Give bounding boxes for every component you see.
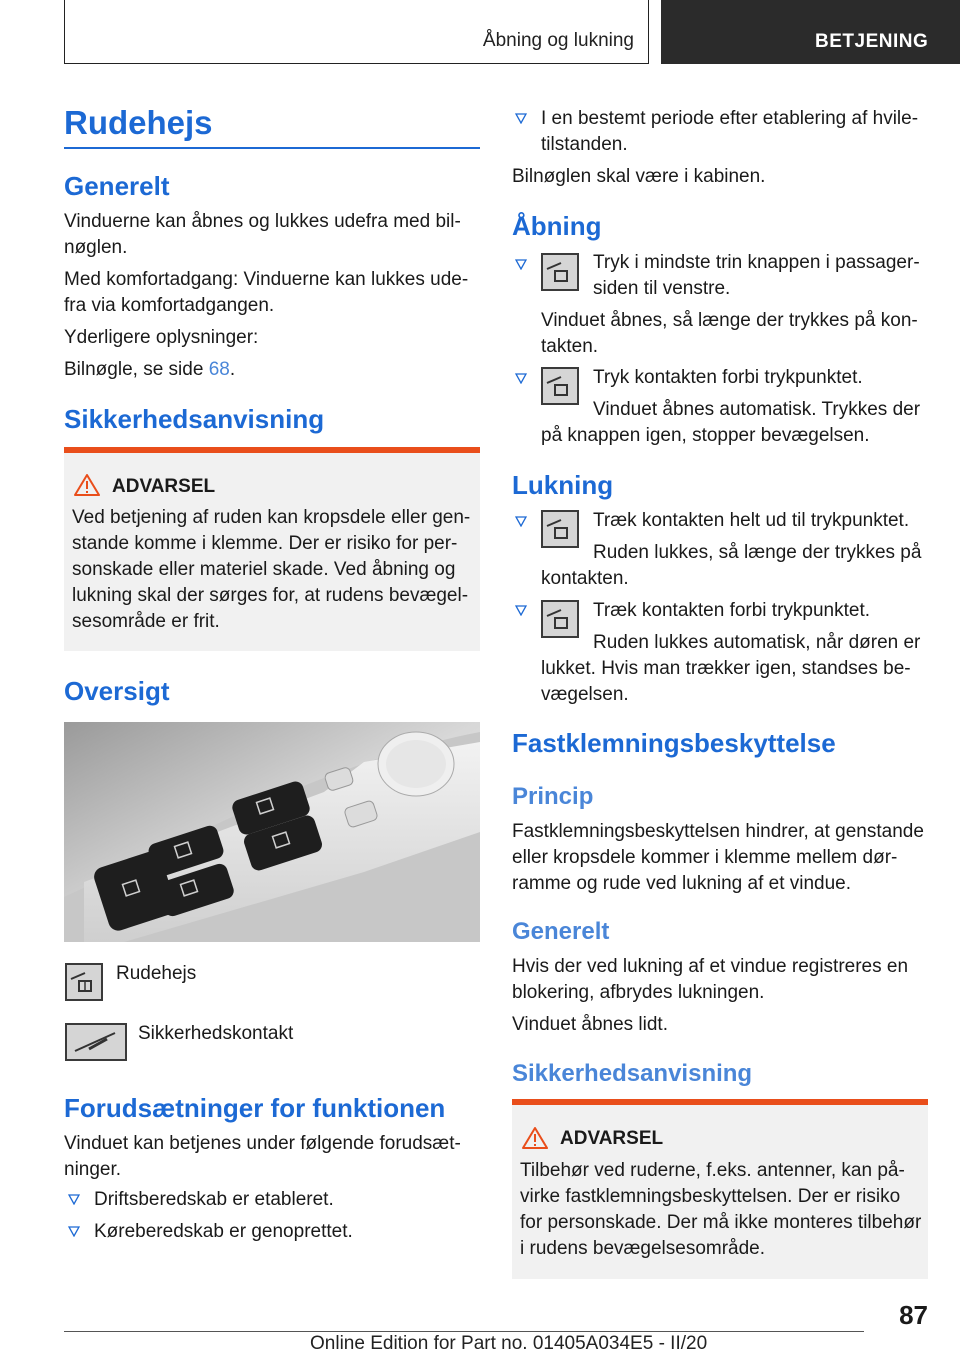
heading-lukning: Lukning (512, 470, 614, 500)
text-span: . (229, 359, 236, 380)
bullet-triangle-icon (515, 515, 527, 527)
bullet-item-cont: Ruden lukkes automatisk, når døren er (593, 632, 921, 653)
warning-box (512, 1099, 928, 1279)
bullet-item-cont: tilstanden. (541, 134, 628, 155)
page-link-68[interactable]: 68 (208, 359, 230, 380)
bullet-item: Driftsberedskab er etableret. (94, 1189, 334, 1210)
heading-forudsaetninger: Forudsætninger for funktionen (64, 1093, 446, 1123)
warning-line: stande komme i klemme. Der er risiko for per‐ (72, 533, 458, 554)
bullet-item-cont: Ruden lukkes, så længe der trykkes på (593, 542, 922, 563)
warning-line: Tilbehør ved ruderne, f.eks. antenner, kan på‐ (520, 1160, 905, 1181)
bullet-item: Tryk i mindste trin knappen i passager‐ (593, 252, 920, 273)
heading-sikkerhed-2: Sikkerhedsanvisning (512, 1060, 753, 1087)
bullet-triangle-icon (68, 1193, 80, 1205)
bullet-triangle-icon (515, 604, 527, 616)
heading-oversigt: Oversigt (64, 676, 170, 706)
text-line: blokering, afbrydes lukningen. (512, 982, 765, 1003)
heading-fastklemning: Fastklemningsbeskyttelse (512, 728, 836, 758)
text-line: Hvis der ved lukning af et vindue registreres en (512, 956, 909, 977)
bullet-triangle-icon (515, 258, 527, 270)
window-glyph-icon (543, 255, 577, 289)
warning-line: virke fastklemningsbeskyttelsen. Der er risiko (520, 1186, 901, 1207)
heading-generelt-2: Generelt (512, 918, 610, 945)
safety-switch-glyph-icon (67, 1025, 125, 1059)
warning-triangle-icon (74, 473, 100, 497)
bullet-item-cont: siden til venstre. (593, 278, 731, 299)
text-line: nøglen. (64, 237, 128, 258)
bullet-triangle-icon (68, 1225, 80, 1237)
warning-bar (64, 447, 480, 453)
text-line: Vinduet åbnes lidt. (512, 1014, 668, 1035)
text-line: Med komfortadgang: Vinduerne kan lukkes ude‐ (64, 269, 469, 290)
bullet-item: I en bestemt periode efter etablering af hvile‐ (541, 108, 919, 129)
bullet-item: Træk kontakten forbi trykpunktet. (593, 600, 871, 621)
text-span: Bilnøgle, se side (64, 359, 209, 380)
footer-edition (310, 1333, 707, 1355)
text-line: eller kropsdele kommer i klemme mellem dør‐ (512, 847, 898, 868)
text-line: Yderligere oplysninger: (64, 327, 259, 348)
safety-switch-icon (65, 1023, 127, 1061)
text-line: ninger. (64, 1159, 122, 1180)
heading-princip: Princip (512, 783, 594, 810)
window-glyph-icon (543, 369, 577, 403)
warning-line: sesområde er frit. (72, 611, 220, 632)
page-number: 87 (899, 1300, 928, 1330)
warning-triangle-icon (522, 1126, 548, 1150)
header-section-label: Åbning og lukning (482, 30, 634, 51)
bullet-item: Køreberedskab er genoprettet. (94, 1221, 353, 1242)
title-rule (64, 147, 480, 149)
window-button-icon (65, 963, 103, 1001)
window-switch-illustration (64, 722, 480, 942)
warning-line: for personskade. Der må ikke monteres tilbehør (520, 1212, 922, 1233)
warning-line: lukning skal der sørges for, at rudens bevægel‐ (72, 585, 469, 606)
warning-line: i rudens bevægelsesområde. (520, 1238, 766, 1259)
footer-rule (64, 1331, 864, 1332)
heading-sikkerhed: Sikkerhedsanvisning (64, 404, 325, 434)
window-glyph-icon (67, 965, 101, 999)
header-chapter-box (661, 0, 960, 64)
text-line: Fastklemningsbeskyttelsen hindrer, at genstande (512, 821, 924, 842)
window-button-icon (541, 253, 579, 291)
window-button-icon (541, 600, 579, 638)
bullet-item: Tryk kontakten forbi trykpunktet. (593, 367, 863, 388)
bullet-item-cont: lukket. Hvis man trækker igen, standses be‐ (541, 658, 911, 679)
bullet-item-cont: på knappen igen, stopper bevægelsen. (541, 425, 870, 446)
bullet-item-cont: Vinduet åbnes, så længe der trykkes på kon‐ (541, 310, 918, 331)
text-line: Vinduet kan betjenes under følgende forudsæt‐ (64, 1133, 461, 1154)
footer-edition-text: Online Edition for Part no. 01405A034E5 - II/20 (310, 1333, 708, 1354)
text-line: Vinduerne kan åbnes og lukkes udefra med bil‐ (64, 211, 461, 232)
warning-title: ADVARSEL (112, 476, 216, 497)
bullet-item-cont: kontakten. (541, 568, 629, 589)
warning-line: Ved betjening af ruden kan kropsdele eller gen‐ (72, 507, 471, 528)
window-button-icon (541, 510, 579, 548)
warning-bar (512, 1099, 928, 1105)
bullet-triangle-icon (515, 112, 527, 124)
bullet-item-cont: takten. (541, 336, 599, 357)
window-glyph-icon (543, 512, 577, 546)
heading-generelt: Generelt (64, 171, 170, 201)
header-chapter-label: BETJENING (815, 31, 929, 52)
bullet-item-cont: Vinduet åbnes automatisk. Trykkes der (593, 399, 921, 420)
bullet-item: Træk kontakten helt ud til trykpunktet. (593, 510, 910, 531)
bullet-item-cont: vægelsen. (541, 684, 629, 705)
window-switch-photo (64, 722, 480, 942)
warning-line: sonskade eller materiel skade. Ved åbning og (72, 559, 456, 580)
text-line: Bilnøglen skal være i kabinen. (512, 166, 766, 187)
page-title: Rudehejs (64, 104, 213, 141)
bullet-triangle-icon (515, 372, 527, 384)
warning-box (64, 447, 480, 651)
legend-rudehejs: Rudehejs (116, 963, 197, 984)
heading-aabning: Åbning (512, 211, 602, 241)
legend-sikkerhedskontakt: Sikkerhedskontakt (138, 1023, 294, 1044)
header-section-box (64, 0, 649, 64)
text-line: ramme og rude ved lukning af et vindue. (512, 873, 852, 894)
text-line (64, 357, 235, 383)
warning-title: ADVARSEL (560, 1128, 664, 1149)
window-glyph-icon (543, 602, 577, 636)
text-line: fra via komfortadgangen. (64, 295, 275, 316)
window-button-icon (541, 367, 579, 405)
